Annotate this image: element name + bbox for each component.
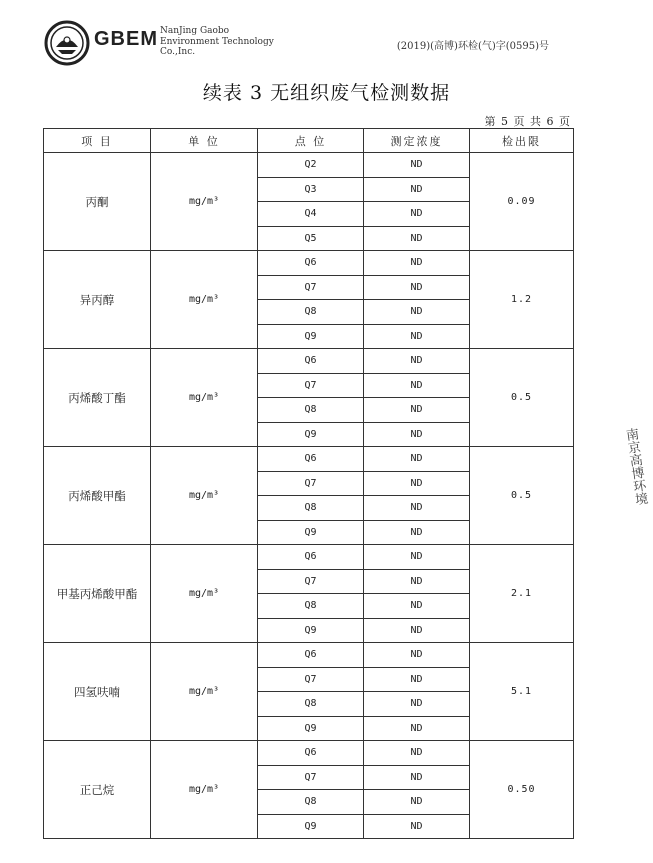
item-name-cell: 四氢呋喃 <box>44 643 151 741</box>
unit-cell: mg/m³ <box>151 447 258 545</box>
concentration-cell: ND <box>364 226 470 251</box>
point-cell: Q7 <box>258 667 364 692</box>
unit-cell: mg/m³ <box>151 545 258 643</box>
concentration-cell: ND <box>364 594 470 619</box>
point-cell: Q6 <box>258 447 364 472</box>
point-cell: Q9 <box>258 324 364 349</box>
side-stamp-text: 南京高博环境 <box>622 426 648 507</box>
table-row <box>44 447 574 472</box>
item-name-cell: 丙酮 <box>44 153 151 251</box>
point-cell: Q8 <box>258 692 364 717</box>
item-name-cell: 正己烷 <box>44 741 151 839</box>
detection-limit-cell: 0.5 <box>470 447 574 545</box>
unit-cell: mg/m³ <box>151 643 258 741</box>
detection-limit-cell: 0.5 <box>470 349 574 447</box>
point-cell: Q6 <box>258 349 364 374</box>
document-number: (2019)(高博)环检(气)字(0595)号 <box>396 41 549 52</box>
detection-limit-cell: 0.50 <box>470 741 574 839</box>
side-stamp-graphic <box>622 426 653 600</box>
unit-cell: mg/m³ <box>151 251 258 349</box>
concentration-cell: ND <box>364 790 470 815</box>
point-cell: Q9 <box>258 814 364 839</box>
unit-cell: mg/m³ <box>151 153 258 251</box>
concentration-cell: ND <box>364 765 470 790</box>
concentration-cell: ND <box>364 275 470 300</box>
point-cell: Q3 <box>258 177 364 202</box>
company-name: NanJing Gaobo Environment Technology Co.,Inc. <box>160 26 274 57</box>
concentration-cell: ND <box>364 324 470 349</box>
detection-limit-cell: 2.1 <box>470 545 574 643</box>
item-name-cell: 丙烯酸甲酯 <box>44 447 151 545</box>
concentration-cell: ND <box>364 471 470 496</box>
table-row <box>44 349 574 374</box>
concentration-cell: ND <box>364 202 470 227</box>
point-cell: Q9 <box>258 520 364 545</box>
concentration-cell: ND <box>364 569 470 594</box>
concentration-cell: ND <box>364 814 470 839</box>
concentration-cell: ND <box>364 373 470 398</box>
column-header: 单 位 <box>151 129 258 153</box>
point-cell: Q8 <box>258 790 364 815</box>
concentration-cell: ND <box>364 618 470 643</box>
concentration-cell: ND <box>364 251 470 276</box>
side-stamp <box>622 426 653 600</box>
point-cell: Q9 <box>258 618 364 643</box>
table-header-row <box>44 129 574 153</box>
table-row <box>44 153 574 178</box>
concentration-cell: ND <box>364 496 470 521</box>
company-logo <box>44 20 90 66</box>
concentration-cell: ND <box>364 692 470 717</box>
point-cell: Q8 <box>258 300 364 325</box>
detection-limit-cell: 0.09 <box>470 153 574 251</box>
unit-cell: mg/m³ <box>151 349 258 447</box>
item-name-cell: 甲基丙烯酸甲酯 <box>44 545 151 643</box>
concentration-cell: ND <box>364 643 470 668</box>
concentration-cell: ND <box>364 349 470 374</box>
table-row <box>44 741 574 766</box>
point-cell: Q4 <box>258 202 364 227</box>
point-cell: Q9 <box>258 716 364 741</box>
detection-limit-cell: 5.1 <box>470 643 574 741</box>
page-info: 第 5 页 共 6 页 <box>484 115 571 128</box>
point-cell: Q5 <box>258 226 364 251</box>
item-name-cell: 异丙醇 <box>44 251 151 349</box>
concentration-cell: ND <box>364 447 470 472</box>
point-cell: Q8 <box>258 398 364 423</box>
table-row <box>44 251 574 276</box>
point-cell: Q8 <box>258 594 364 619</box>
data-table <box>43 128 574 839</box>
point-cell: Q7 <box>258 275 364 300</box>
detection-limit-cell: 1.2 <box>470 251 574 349</box>
point-cell: Q6 <box>258 251 364 276</box>
point-cell: Q6 <box>258 643 364 668</box>
point-cell: Q7 <box>258 471 364 496</box>
page-title: 续表 3 无组织废气检测数据 <box>202 82 451 104</box>
concentration-cell: ND <box>364 422 470 447</box>
column-header: 测定浓度 <box>364 129 470 153</box>
point-cell: Q8 <box>258 496 364 521</box>
item-name-cell: 丙烯酸丁酯 <box>44 349 151 447</box>
point-cell: Q6 <box>258 545 364 570</box>
concentration-cell: ND <box>364 153 470 178</box>
table-row <box>44 545 574 570</box>
point-cell: Q6 <box>258 741 364 766</box>
logo-emblem-icon <box>44 20 90 66</box>
unit-cell: mg/m³ <box>151 741 258 839</box>
concentration-cell: ND <box>364 177 470 202</box>
concentration-cell: ND <box>364 520 470 545</box>
column-header: 检出限 <box>470 129 574 153</box>
concentration-cell: ND <box>364 545 470 570</box>
column-header: 点 位 <box>258 129 364 153</box>
point-cell: Q7 <box>258 569 364 594</box>
point-cell: Q7 <box>258 765 364 790</box>
concentration-cell: ND <box>364 667 470 692</box>
concentration-cell: ND <box>364 300 470 325</box>
point-cell: Q9 <box>258 422 364 447</box>
brand-name: GBEM <box>94 28 158 50</box>
concentration-cell: ND <box>364 716 470 741</box>
concentration-cell: ND <box>364 741 470 766</box>
concentration-cell: ND <box>364 398 470 423</box>
column-header: 项 目 <box>44 129 151 153</box>
point-cell: Q7 <box>258 373 364 398</box>
point-cell: Q2 <box>258 153 364 178</box>
table-row <box>44 643 574 668</box>
